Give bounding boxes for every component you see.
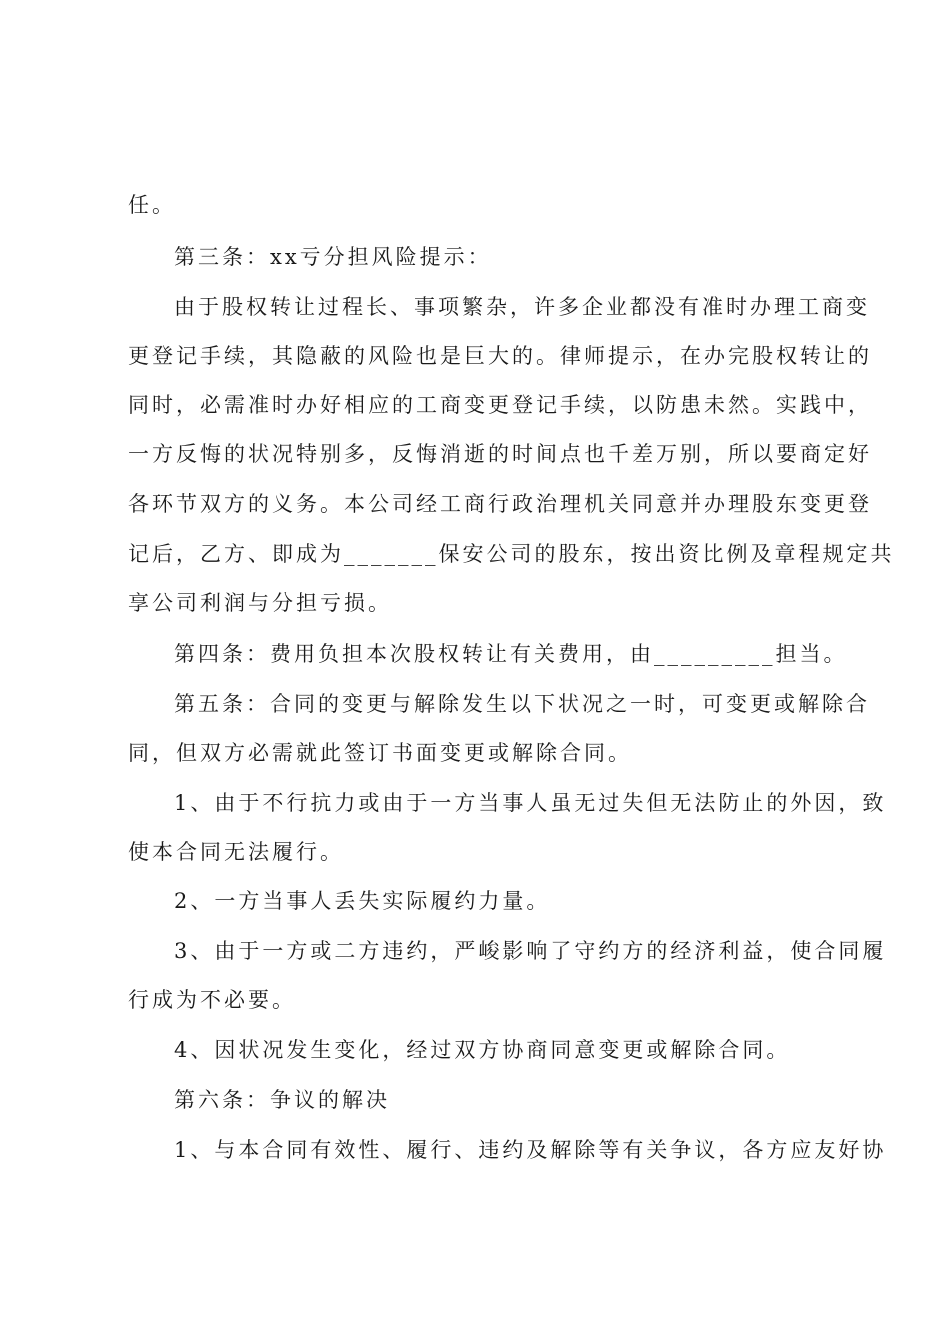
- list-item: 4、因状况发生变化，经过双方协商同意变更或解除合同。: [174, 1038, 791, 1062]
- article-six-heading: 第六条：争议的解决: [174, 1088, 390, 1112]
- list-item: 1、与本合同有效性、履行、违约及解除等有关争议，各方应友好协: [174, 1138, 887, 1162]
- article-five-heading: 第五条：合同的变更与解除发生以下状况之一时，可变更或解除合: [174, 692, 870, 716]
- text-line: 行成为不必要。: [128, 988, 296, 1012]
- text-line: 更登记手续，其隐蔽的风险也是巨大的。律师提示，在办完股权转让的: [128, 344, 872, 368]
- list-item: 1、由于不行抗力或由于一方当事人虽无过失但无法防止的外因，致: [174, 791, 887, 815]
- text-line: 同，但双方必需就此签订书面变更或解除合同。: [128, 741, 632, 765]
- text-line: 享公司利润与分担亏损。: [128, 591, 392, 615]
- text-line: 记后，乙方、即成为_______保安公司的股东，按出资比例及章程规定共: [128, 542, 895, 566]
- text-line: 各环节双方的义务。本公司经工商行政治理机关同意并办理股东变更登: [128, 492, 872, 516]
- list-item: 2、一方当事人丢失实际履约力量。: [174, 889, 551, 913]
- text-line: 同时，必需准时办好相应的工商变更登记手续，以防患未然。实践中，: [128, 393, 872, 417]
- article-four-heading: 第四条：费用负担本次股权转让有关费用，由_________担当。: [174, 642, 848, 666]
- text-line: 使本合同无法履行。: [128, 840, 344, 864]
- list-item: 3、由于一方或二方违约，严峻影响了守约方的经济利益，使合同履: [174, 939, 887, 963]
- text-line: 一方反悔的状况特别多，反悔消逝的时间点也千差万别，所以要商定好: [128, 442, 872, 466]
- text-line: 由于股权转让过程长、事项繁杂，许多企业都没有准时办理工商变: [174, 295, 870, 319]
- text-line: 任。: [128, 193, 176, 217]
- article-three-heading: 第三条：xx亏分担风险提示：: [174, 245, 492, 269]
